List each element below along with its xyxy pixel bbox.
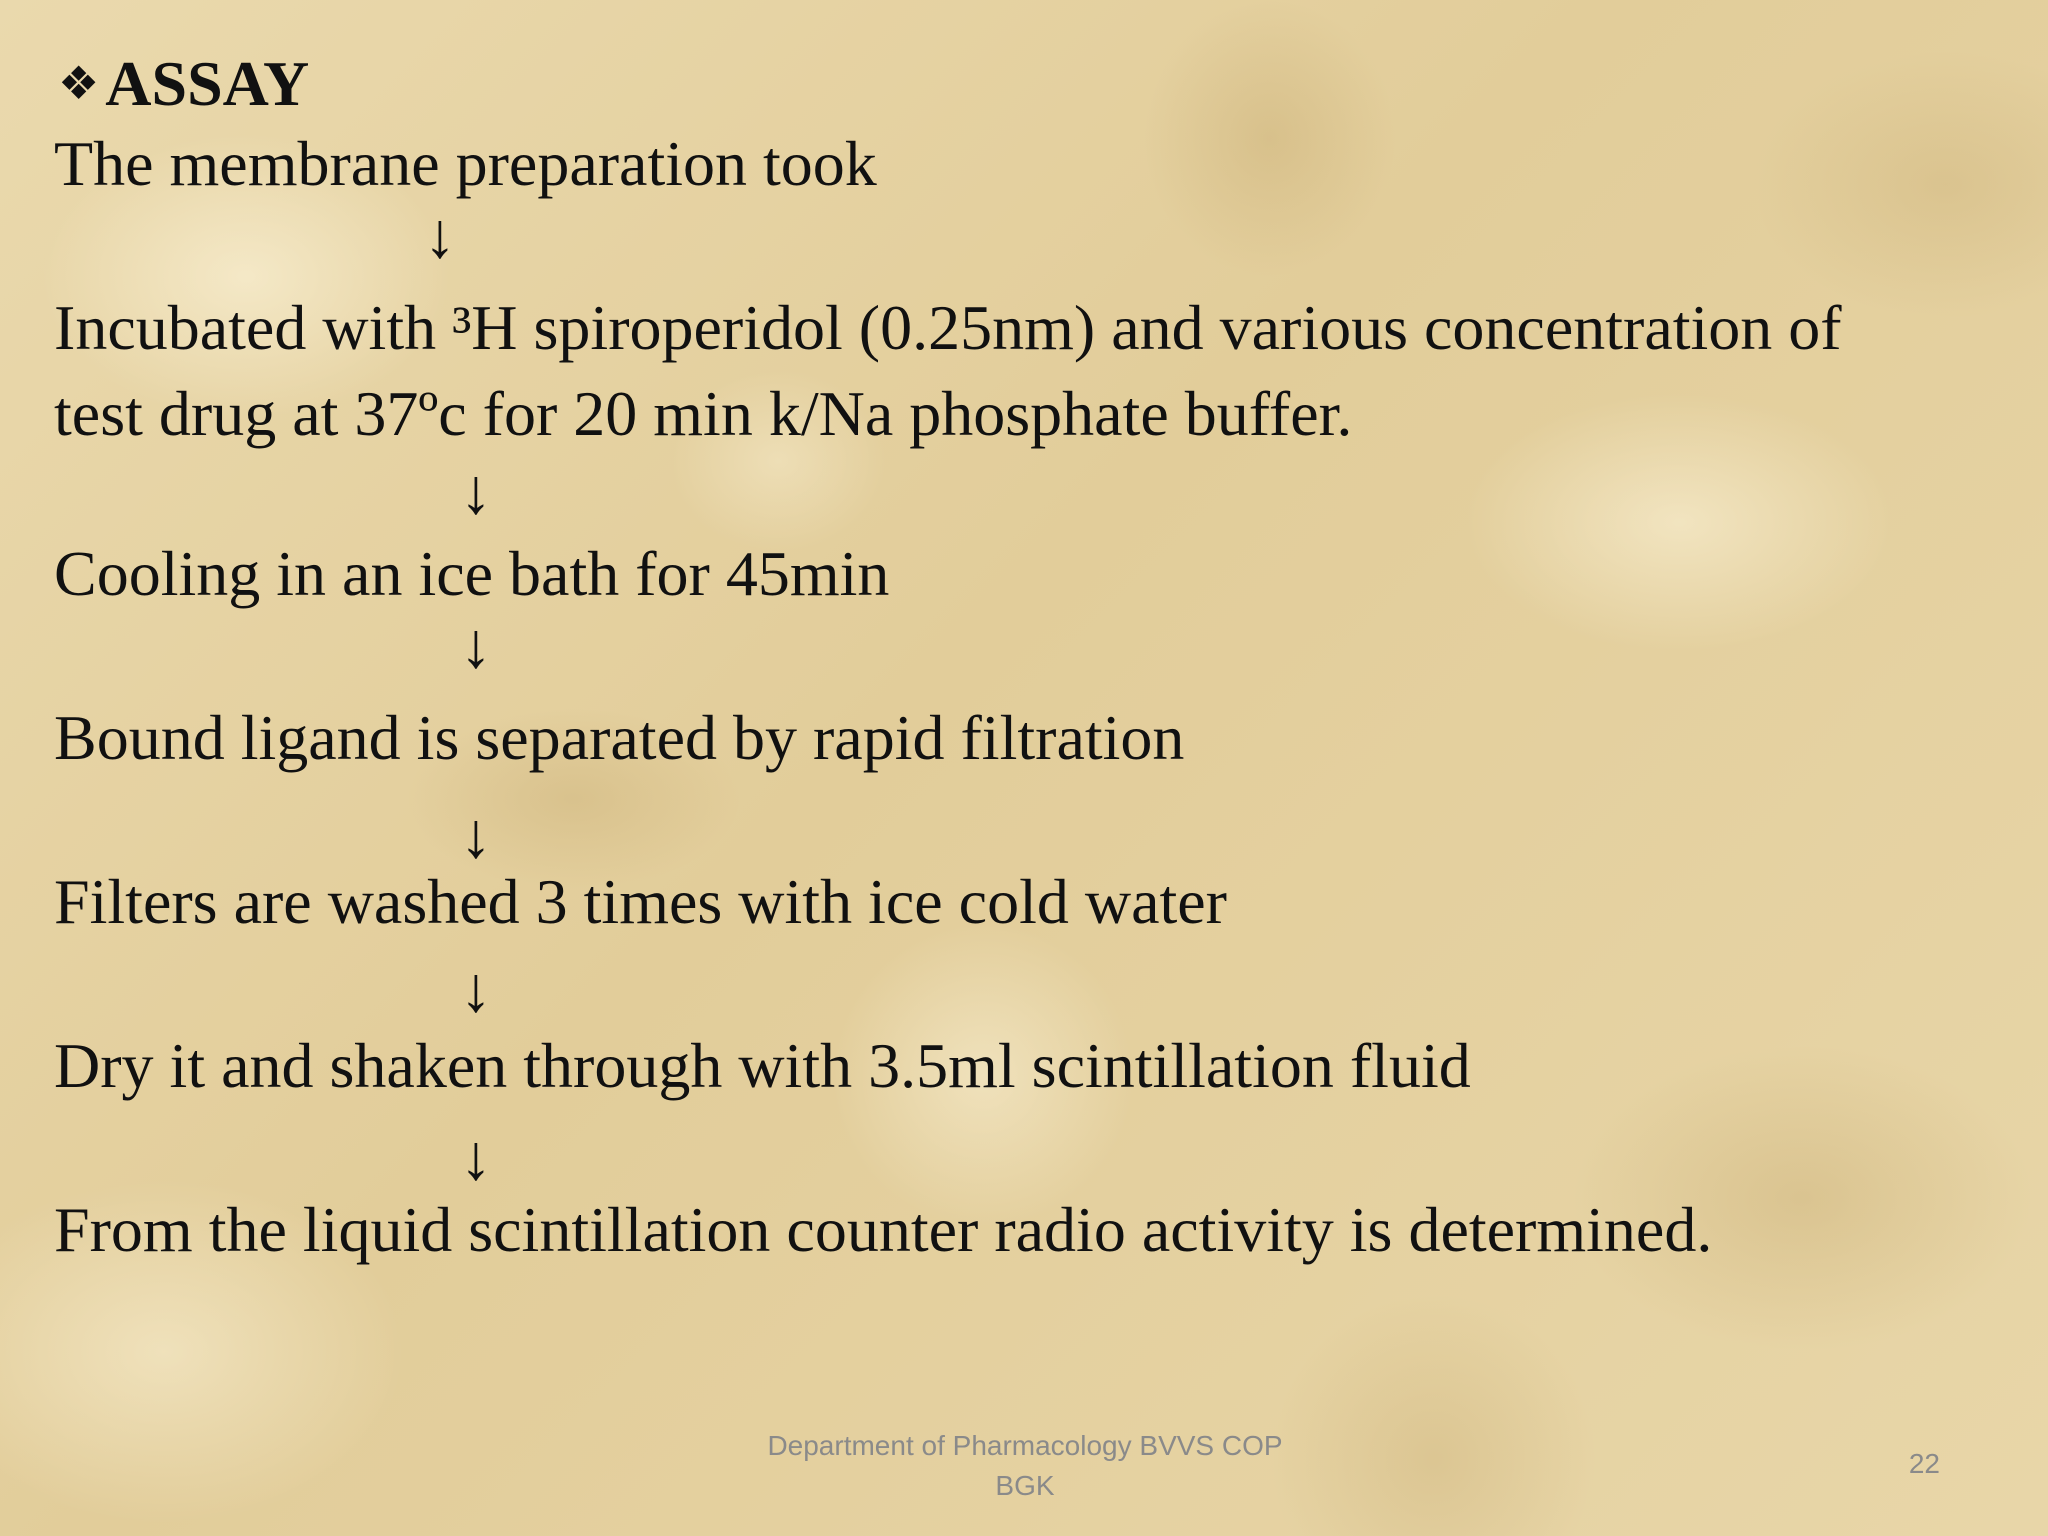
down-arrow-icon: ↓ bbox=[460, 456, 492, 527]
diamond-bullet-icon: ❖ bbox=[58, 58, 100, 109]
step-counting: From the liquid scintillation counter radio activity is determined. bbox=[54, 1194, 1713, 1265]
footer-line-2: BGK bbox=[995, 1470, 1055, 1501]
footer-line-1: Department of Pharmacology BVVS COP bbox=[767, 1430, 1283, 1461]
down-arrow-icon: ↓ bbox=[424, 200, 456, 271]
step-incubation-line-1: Incubated with ³H spiroperidol (0.25nm) and various concentration of bbox=[54, 292, 1842, 363]
down-arrow-icon: ↓ bbox=[460, 800, 492, 871]
down-arrow-icon: ↓ bbox=[460, 610, 492, 681]
heading-text: ASSAY bbox=[105, 48, 310, 119]
slide-footer bbox=[700, 1426, 1350, 1506]
page-number: 22 bbox=[1908, 1448, 1940, 1479]
step-drying: Dry it and shaken through with 3.5ml scintillation fluid bbox=[54, 1030, 1471, 1101]
step-washing: Filters are washed 3 times with ice cold water bbox=[54, 866, 1227, 937]
down-arrow-icon: ↓ bbox=[460, 1122, 492, 1193]
down-arrow-icon: ↓ bbox=[460, 954, 492, 1025]
step-membrane-preparation: The membrane preparation took bbox=[54, 128, 877, 199]
step-incubation-line-2: test drug at 37ºc for 20 min k/Na phosphate buffer. bbox=[54, 378, 1353, 449]
step-cooling: Cooling in an ice bath for 45min bbox=[54, 538, 890, 609]
step-filtration: Bound ligand is separated by rapid filtration bbox=[54, 702, 1185, 773]
slide-heading bbox=[58, 48, 309, 120]
